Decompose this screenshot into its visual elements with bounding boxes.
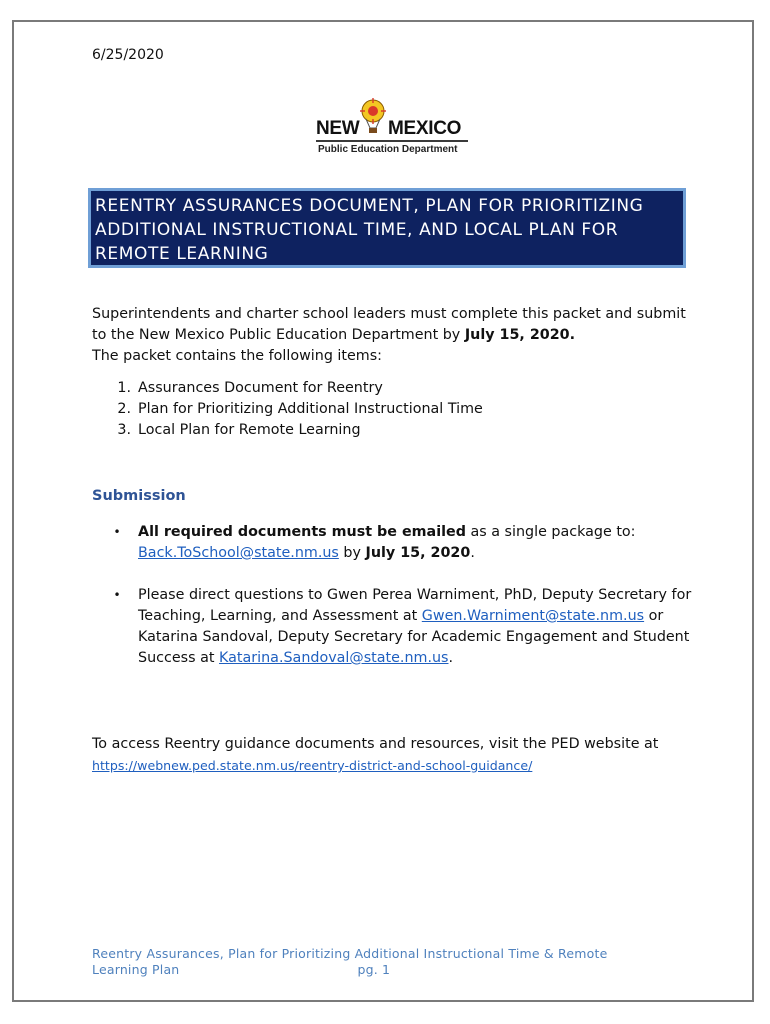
packet-items-list: [92, 378, 692, 441]
logo-subtitle: Public Education Department: [318, 144, 458, 155]
zia-balloon-icon: [358, 98, 388, 134]
logo-word-new: NEW: [316, 118, 360, 139]
email-link-backtoschool[interactable]: Back.ToSchool@state.nm.us: [138, 545, 339, 561]
list-number: 3.: [117, 422, 131, 438]
list-item: [92, 420, 692, 441]
list-number: 2.: [117, 401, 131, 417]
submission-bullets: [92, 522, 692, 690]
bullet-text-1: Please direct questions to Gwen Perea Warniment, PhD, Deputy Secretary for Teaching, Learning, and Assessment at: [138, 587, 692, 624]
list-number: 1.: [117, 380, 131, 396]
intro-paragraph: [92, 304, 692, 367]
ned-logo: [314, 98, 474, 158]
logo-word-mexico: MEXICO: [388, 118, 462, 139]
bullet-bold: All required documents must be emailed: [138, 524, 466, 540]
list-item: [92, 399, 692, 420]
list-item: [92, 585, 692, 669]
page-footer: [92, 946, 692, 978]
access-paragraph: [92, 734, 702, 777]
bullet-end: .: [448, 650, 454, 666]
footer-line: Learning Plan: [92, 962, 180, 977]
logo-divider: [316, 140, 468, 142]
document-page: [12, 20, 754, 1002]
document-date: 6/25/2020: [92, 47, 164, 63]
submission-heading: Submission: [92, 488, 186, 504]
bullet-icon: •: [113, 525, 121, 539]
bullet-by: by: [338, 545, 366, 561]
list-label: Plan for Prioritizing Additional Instructional Time: [138, 401, 483, 417]
email-link-sandoval[interactable]: Katarina.Sandoval@state.nm.us: [219, 650, 449, 666]
intro-text-after: The packet contains the following items:: [92, 348, 383, 364]
list-label: Assurances Document for Reentry: [138, 380, 383, 396]
document-title-box: [88, 188, 686, 268]
email-link-warniment[interactable]: Gwen.Warniment@state.nm.us: [421, 608, 645, 624]
page-number: pg. 1: [357, 962, 391, 977]
bullet-text: [138, 585, 692, 669]
intro-deadline: July 15, 2020.: [464, 327, 576, 343]
ped-website-link[interactable]: https://webnew.ped.state.nm.us/reentry-district-and-school-guidance/: [92, 758, 533, 773]
title-line: REENTRY ASSURANCES DOCUMENT, PLAN FOR PRIORITIZING: [95, 196, 644, 216]
title-line: REMOTE LEARNING: [95, 244, 269, 264]
footer-line: Reentry Assurances, Plan for Prioritizing Additional Instructional Time & Remote: [92, 946, 608, 961]
bullet-text: [138, 522, 692, 564]
access-text: To access Reentry guidance documents and resources, visit the PED website at: [92, 736, 659, 752]
list-item: [92, 378, 692, 399]
title-line: ADDITIONAL INSTRUCTIONAL TIME, AND LOCAL PLAN FOR: [95, 220, 619, 240]
intro-text: Superintendents and charter school leaders must complete this packet and submit to the New Mexico Public Education Department by: [92, 306, 686, 343]
bullet-end: .: [470, 545, 475, 561]
list-label: Local Plan for Remote Learning: [138, 422, 361, 438]
bullet-rest: as a single package to:: [465, 524, 636, 540]
list-item: [92, 522, 692, 564]
bullet-text-2: or Katarina Sandoval, Deputy Secretary for Academic Engagement and Student Success at: [138, 608, 690, 666]
bullet-deadline: July 15, 2020: [365, 545, 471, 561]
bullet-icon: •: [113, 588, 121, 602]
